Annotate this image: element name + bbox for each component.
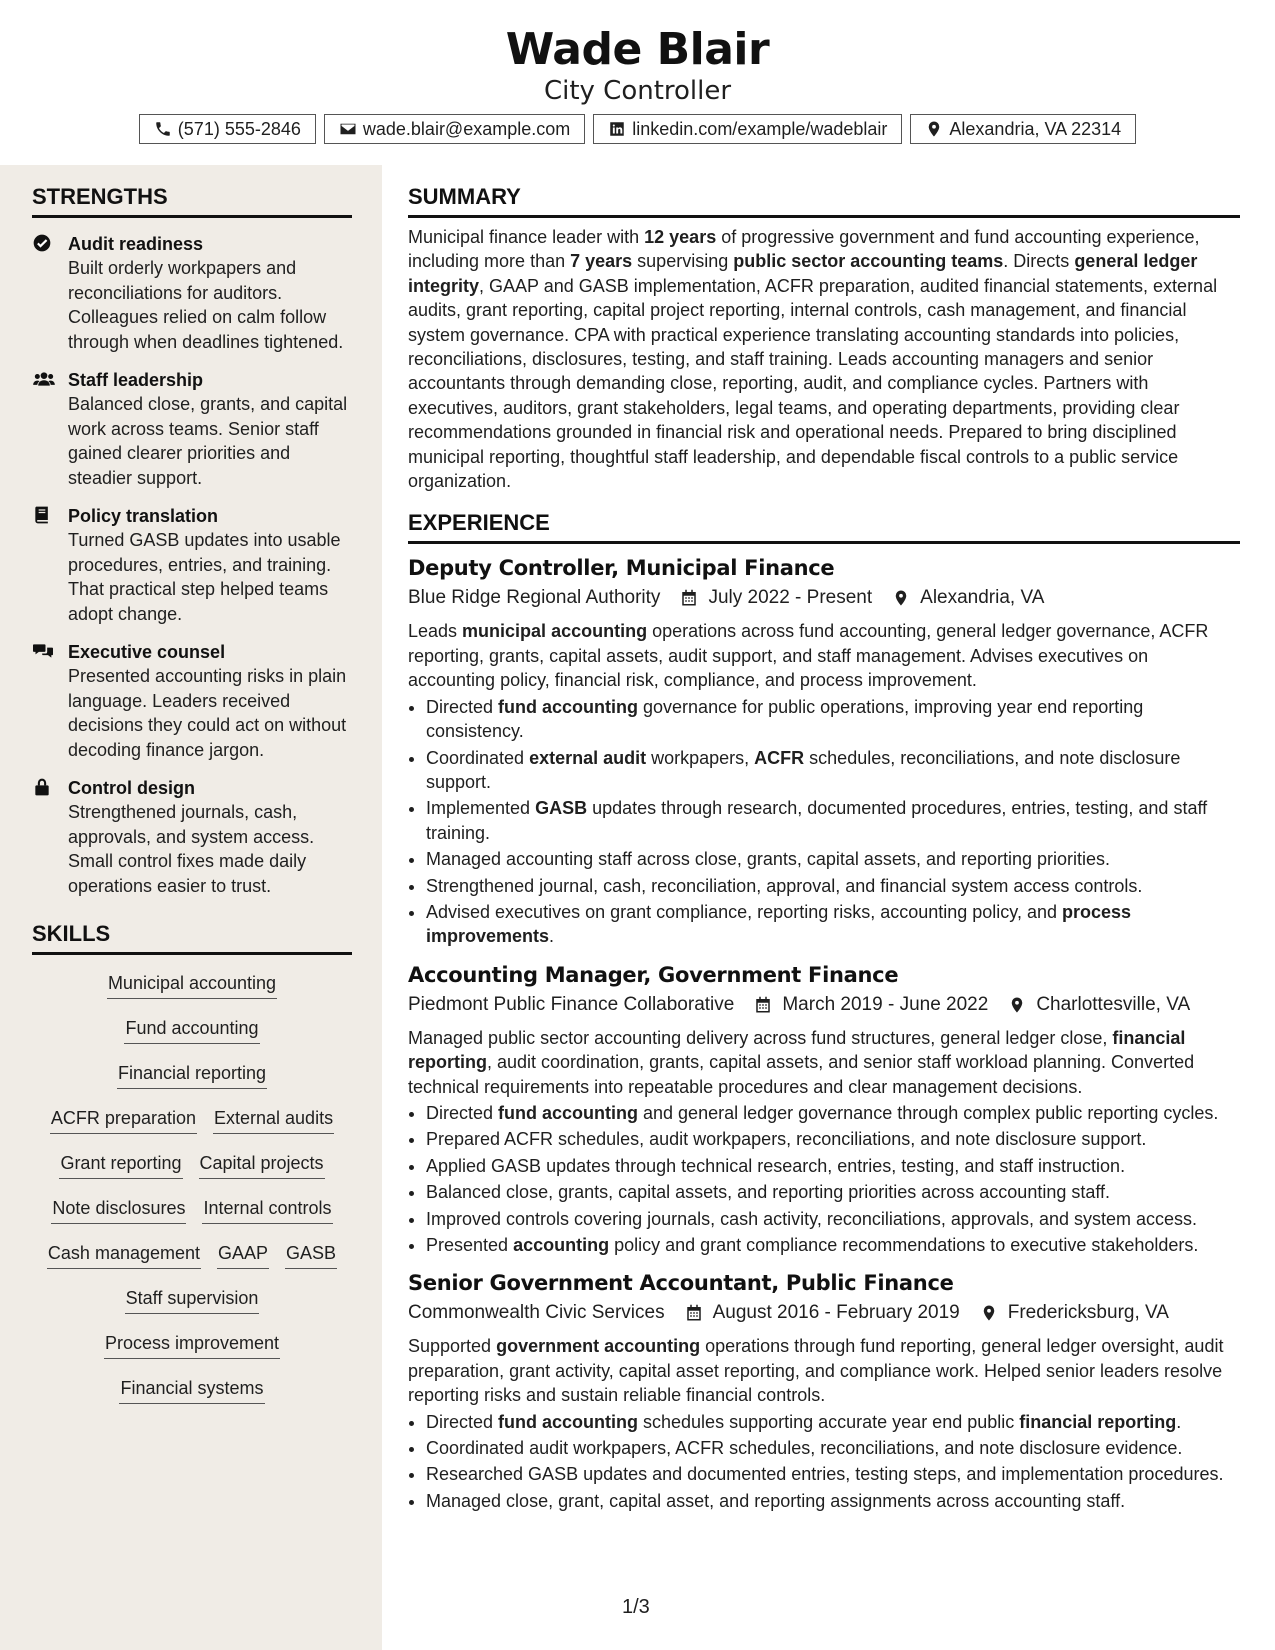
job-bullet: • Directed fund accounting schedules supporting accurate year end public financial reporting. [426,1410,1240,1434]
strength-desc: Strengthened journals, cash, approvals, and system access. Small control fixes made daily operations easier to trust. [68,802,315,896]
contact-location-text: Alexandria, VA 22314 [949,118,1122,139]
job-location: Fredericksburg, VA [1007,1302,1169,1324]
users-icon [32,369,56,389]
check-circle-icon [32,233,52,253]
map-pin-icon [892,589,910,607]
job-entry [408,1269,1240,1513]
skill-row [47,1237,337,1282]
strength-name: Policy translation [68,506,219,526]
job-bullet: • Presented accounting policy and grant compliance recommendations to executive stakeholders. [426,1233,1240,1257]
job-role: Senior Government Accountant, Public Finance [408,1271,954,1296]
job-description: Managed public sector accounting delivery across fund structures, general ledger close, financial reporting, audit coordination, grants, capital assets, and senior staff workload planning. Converted technical requirements into repeatable procedures and clear management decisions. [408,1027,1195,1097]
strength-item [32,232,352,354]
strength-item [32,504,352,626]
envelope-icon [339,120,357,138]
contact-bar [0,114,1275,144]
job-bullet: • Coordinated audit workpapers, ACFR schedules, reconciliations, and note disclosure evidence. [426,1436,1240,1460]
job-bullet: • Applied GASB updates through technical research, entries, testing, and staff instruction. [426,1154,1240,1178]
book-icon [32,505,52,525]
skill-tag: Financial reporting [117,1057,267,1089]
job-bullet: • Managed accounting staff across close, grants, capital assets, and reporting priorities. [426,847,1240,871]
job-description: Supported government accounting operations through fund reporting, general ledger oversight, audit preparation, grant activity, capital asset reporting, and compliance work. Helped senior leaders resolve reporting risks and sustain reliable financial controls. [408,1336,1224,1406]
skill-row [125,1282,260,1327]
calendar-icon [685,1304,703,1322]
job-meta [408,991,1240,1019]
skills-heading: SKILLS [32,920,352,955]
map-pin-icon [980,1304,998,1322]
job-company: Blue Ridge Regional Authority [408,587,661,609]
job-bullet: • Coordinated external audit workpapers, ACFR schedules, reconciliations, and note disclosure support. [426,746,1240,795]
strength-name: Staff leadership [68,370,204,390]
job-bullet: • Prepared ACFR schedules, audit workpapers, reconciliations, and note disclosure support. [426,1127,1240,1151]
skill-row [119,1372,264,1417]
skill-tag: Municipal accounting [107,967,277,999]
job-bullet: • Strengthened journal, cash, reconciliation, approval, and financial system access controls. [426,874,1240,898]
contact-phone[interactable] [139,114,316,144]
skill-tag: Cash management [47,1237,201,1269]
job-bullets [408,1410,1240,1514]
job-entry [408,961,1240,1258]
candidate-name: Wade Blair [505,24,770,75]
skill-row [51,1192,332,1237]
strength-item [32,640,352,762]
contact-email-text: wade.blair@example.com [362,118,571,139]
skill-row [117,1057,267,1102]
summary-heading: SUMMARY [408,183,1240,218]
strength-desc: Balanced close, grants, and capital work across teams. Senior staff gained clearer priorities and steadier support. [68,394,348,488]
skill-tag: External audits [213,1102,334,1134]
strength-item [32,776,352,898]
skill-tag: Staff supervision [125,1282,260,1314]
comments-icon [32,641,54,661]
strength-name: Executive counsel [68,642,226,662]
skill-row [124,1012,259,1057]
skill-tag: ACFR preparation [50,1102,197,1134]
experience-heading: EXPERIENCE [408,509,1240,544]
skill-row [50,1102,334,1147]
job-bullet: • Advised executives on grant compliance, reporting risks, accounting policy, and process improvements. [426,900,1240,949]
skill-tag: Grant reporting [59,1147,182,1179]
skill-tag: Fund accounting [124,1012,259,1044]
map-pin-icon [1008,996,1026,1014]
skill-tag: Capital projects [199,1147,325,1179]
job-company: Commonwealth Civic Services [408,1302,665,1324]
job-company: Piedmont Public Finance Collaborative [408,993,735,1015]
job-location: Alexandria, VA [920,587,1045,609]
page-number: 1/3 [622,1596,650,1618]
job-bullet: • Balanced close, grants, capital assets, and reporting priorities across accounting staff. [426,1180,1240,1204]
job-bullet: • Directed fund accounting governance for public operations, improving year end reporting consistency. [426,695,1240,744]
map-pin-icon [925,120,943,138]
skill-tag: GAAP [217,1237,269,1269]
skill-row [59,1147,324,1192]
calendar-icon [680,589,698,607]
strength-name: Audit readiness [68,234,204,254]
contact-email[interactable] [324,114,585,144]
linkedin-icon [608,120,626,138]
main-content [408,165,1240,1513]
contact-linkedin[interactable] [593,114,902,144]
skill-row [107,967,277,1012]
job-dates: July 2022 - Present [708,587,873,609]
resume-header [0,0,1275,165]
strength-desc: Presented accounting risks in plain language. Leaders received decisions they could act on without decoding finance jargon. [68,666,347,760]
skill-tag: Financial systems [119,1372,264,1404]
contact-linkedin-text: linkedin.com/example/wadeblair [632,118,888,139]
job-role: Deputy Controller, Municipal Finance [408,556,835,581]
job-bullet: • Researched GASB updates and documented entries, testing steps, and implementation procedures. [426,1462,1240,1486]
summary-text: Municipal finance leader with 12 years of progressive government and fund accounting experience, including more than 7 years supervising public sector accounting teams. Directs general ledger integrity, GAAP and GASB implementation, ACFR preparation, audited financial statements, external audits, grant reporting, capital project reporting, internal controls, cash management, and financial system governance. CPA with practical experience translating accounting standards into policies, reconciliations, disclosures, testing, and staff training. Leads accounting managers and senior accountants through demanding close, reporting, audit, and compliance cycles. Partners with executives, auditors, grant stakeholders, legal teams, and operating departments, providing clear recommendations grounded in financial risk and operational needs. Prepared to bring disciplined municipal reporting, thoughtful staff leadership, and dependable fiscal controls to a public service organization. [408,227,1218,492]
skill-tag: Internal controls [202,1192,332,1224]
job-entry [408,554,1240,948]
phone-icon [154,120,172,138]
job-bullet: • Directed fund accounting and general ledger governance through complex public reporting cycles. [426,1101,1240,1125]
job-location: Charlottesville, VA [1036,993,1191,1015]
job-bullet: • Improved controls covering journals, cash activity, reconciliations, approvals, and system access. [426,1207,1240,1231]
sidebar [0,165,382,1650]
job-dates: August 2016 - February 2019 [712,1302,960,1324]
skill-tag: GASB [285,1237,337,1269]
job-bullets [408,695,1240,949]
job-description: Leads municipal accounting operations across fund accounting, general ledger governance, ACFR reporting, grants, capital assets, audit support, and staff management. Advises executives on accounting policy, financial risk, compliance, and process improvement. [408,621,1209,691]
strength-desc: Built orderly workpapers and reconciliations for auditors. Colleagues relied on calm follow through when deadlines tightened. [68,258,344,352]
strength-name: Control design [68,778,195,798]
skill-tag: Process improvement [104,1327,280,1359]
skill-tag: Note disclosures [51,1192,186,1224]
contact-location [910,114,1136,144]
job-bullets [408,1101,1240,1257]
job-dates: March 2019 - June 2022 [782,993,989,1015]
job-meta [408,1299,1240,1327]
experience-list [408,554,1240,1513]
job-role: Accounting Manager, Government Finance [408,962,899,987]
strength-item [32,368,352,490]
contact-phone-text: (571) 555-2846 [177,118,301,139]
job-bullet: • Managed close, grant, capital asset, and reporting assignments across accounting staff. [426,1489,1240,1513]
calendar-icon [754,996,772,1014]
lock-icon [32,777,52,797]
strengths-heading: STRENGTHS [32,183,352,218]
job-bullet: • Implemented GASB updates through research, documented procedures, entries, testing, and staff training. [426,796,1240,845]
skill-row [104,1327,280,1372]
skills-list [32,967,352,1417]
candidate-title: City Controller [543,76,732,106]
job-meta [408,584,1240,612]
strength-desc: Turned GASB updates into usable procedures, entries, and training. That practical step helped teams adopt change. [68,530,341,624]
